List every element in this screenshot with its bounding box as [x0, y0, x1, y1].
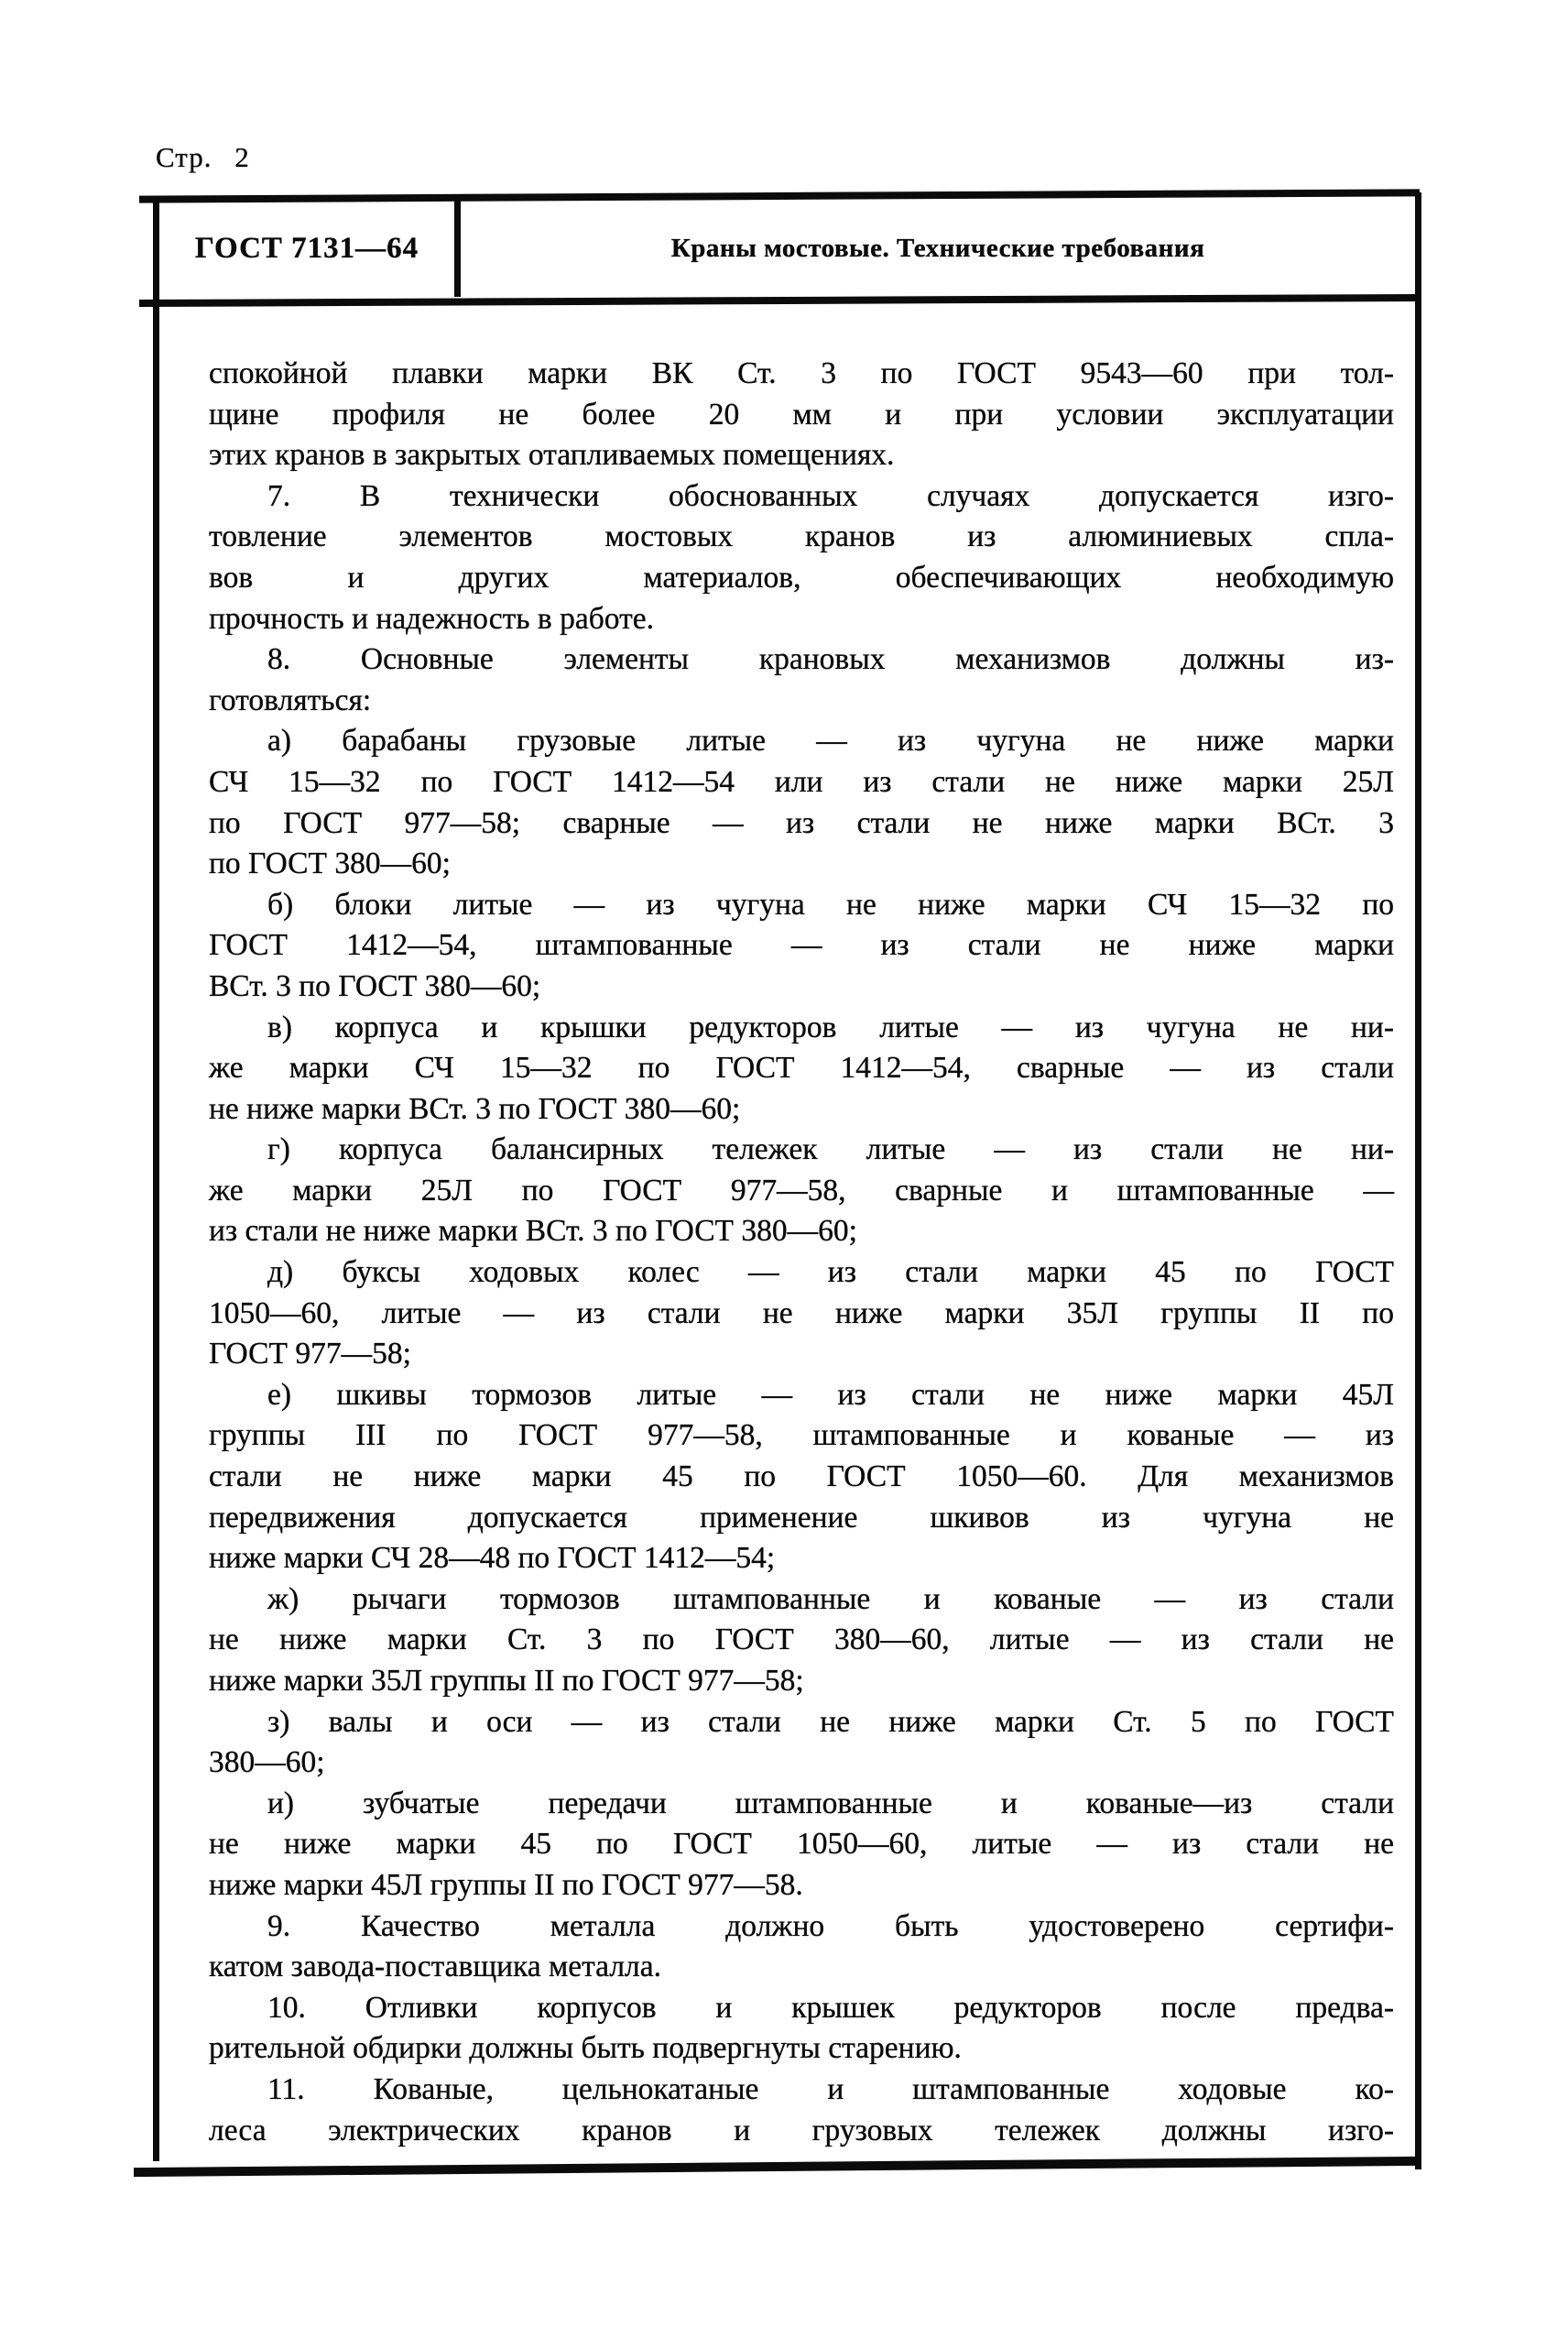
- doc-title: Краны мостовые. Технические требования: [670, 233, 1205, 263]
- footer-rule: [134, 2157, 1418, 2177]
- text-line: ниже марки 35Л группы II по ГОСТ 977—58;: [209, 1664, 804, 1698]
- text-line: ГОСТ 977—58;: [209, 1337, 411, 1371]
- document-header: [159, 200, 1415, 297]
- text-line: по ГОСТ 977—58; сварные — из стали не ниже марки ВСт. 3: [209, 805, 1394, 840]
- text-line: вов и других материалов, обеспечивающих необходимую: [209, 560, 1394, 595]
- text-line: ВСт. 3 по ГОСТ 380—60;: [209, 968, 541, 1003]
- doc-number: ГОСТ 7131—64: [194, 231, 419, 265]
- text-line: не ниже марки ВСт. 3 по ГОСТ 380—60;: [209, 1091, 741, 1126]
- text-line: спокойной плавки марки ВК Ст. 3 по ГОСТ 9543—60 при тол-: [209, 356, 1394, 390]
- text-line: рительной обдирки должны быть подвергнуты старению.: [209, 2031, 962, 2066]
- text-line: катом завода-поставщика металла.: [209, 1950, 662, 1984]
- text-line: 11. Кованые, цельнокатаные и штампованные ходовые ко-: [267, 2071, 1394, 2106]
- text-line: 7. В технически обоснованных случаях допускается изго-: [267, 478, 1394, 513]
- text-line: 9. Качество металла должно быть удостоверено сертифи-: [267, 1908, 1394, 1943]
- text-line: прочность и надежность в работе.: [209, 601, 654, 636]
- text-line: передвижения допускается применение шкивов из чугуна не: [209, 1500, 1394, 1535]
- page-number-label: Стр. 2: [156, 141, 250, 173]
- text-line: ниже марки СЧ 28—48 по ГОСТ 1412—54;: [209, 1541, 776, 1576]
- text-line: з) валы и оси — из стали не ниже марки Ст. 5 по ГОСТ: [267, 1704, 1394, 1739]
- text-line: леса электрических кранов и грузовых тележек должны изго-: [209, 2113, 1394, 2147]
- text-line: готовляться:: [209, 683, 372, 717]
- text-line: 10. Отливки корпусов и крышек редукторов после предва-: [267, 1990, 1394, 2025]
- text-line: ниже марки 45Л группы II по ГОСТ 977—58.: [209, 1867, 803, 1902]
- text-line: 8. Основные элементы крановых механизмов должны из-: [267, 642, 1394, 677]
- text-line: а) барабаны грузовые литые — из чугуна не ниже марки: [267, 724, 1394, 759]
- text-line: не ниже марки 45 по ГОСТ 1050—60, литые — из стали не: [209, 1827, 1394, 1862]
- page-border-right: [1415, 192, 1421, 2169]
- text-line: товление элементов мостовых кранов из алюминиевых спла-: [209, 519, 1394, 554]
- text-line: в) корпуса и крышки редукторов литые — из чугуна не ни-: [267, 1010, 1394, 1044]
- text-line: же марки 25Л по ГОСТ 977—58, сварные и штампованные —: [209, 1173, 1394, 1207]
- text-line: г) корпуса балансирных тележек литые — из стали не ни-: [267, 1132, 1394, 1167]
- text-line: по ГОСТ 380—60;: [209, 847, 451, 881]
- text-line: ж) рычаги тормозов штампованные и кованые — из стали: [267, 1581, 1394, 1616]
- text-line: б) блоки литые — из чугуна не ниже марки СЧ 15—32 по: [267, 887, 1394, 922]
- text-line: щине профиля не более 20 мм и при условии эксплуатации: [209, 397, 1394, 432]
- text-line: из стали не ниже марки ВСт. 3 по ГОСТ 380—60;: [209, 1214, 857, 1249]
- text-line: стали не ниже марки 45 по ГОСТ 1050—60. Для механизмов: [209, 1459, 1394, 1494]
- page-border-left: [153, 196, 159, 2161]
- text-line: и) зубчатые передачи штампованные и кованые—из стали: [267, 1786, 1394, 1820]
- text-line: е) шкивы тормозов литые — из стали не ниже марки 45Л: [267, 1377, 1394, 1412]
- text-line: этих кранов в закрытых отапливаемых помещениях.: [209, 438, 895, 473]
- header-divider-line: [454, 200, 461, 297]
- body-text: [209, 354, 1394, 2151]
- text-line: же марки СЧ 15—32 по ГОСТ 1412—54, сварные — из стали: [209, 1051, 1394, 1086]
- text-line: группы III по ГОСТ 977—58, штампованные и кованые — из: [209, 1418, 1394, 1453]
- text-line: ГОСТ 1412—54, штампованные — из стали не ниже марки: [209, 928, 1394, 963]
- text-line: не ниже марки Ст. 3 по ГОСТ 380—60, литые — из стали не: [209, 1622, 1394, 1657]
- text-line: 380—60;: [209, 1745, 325, 1780]
- text-line: СЧ 15—32 по ГОСТ 1412—54 или из стали не ниже марки 25Л: [209, 764, 1394, 799]
- text-line: 1050—60, литые — из стали не ниже марки 35Л группы II по: [209, 1295, 1394, 1330]
- text-line: д) буксы ходовых колес — из стали марки 45 по ГОСТ: [267, 1255, 1394, 1290]
